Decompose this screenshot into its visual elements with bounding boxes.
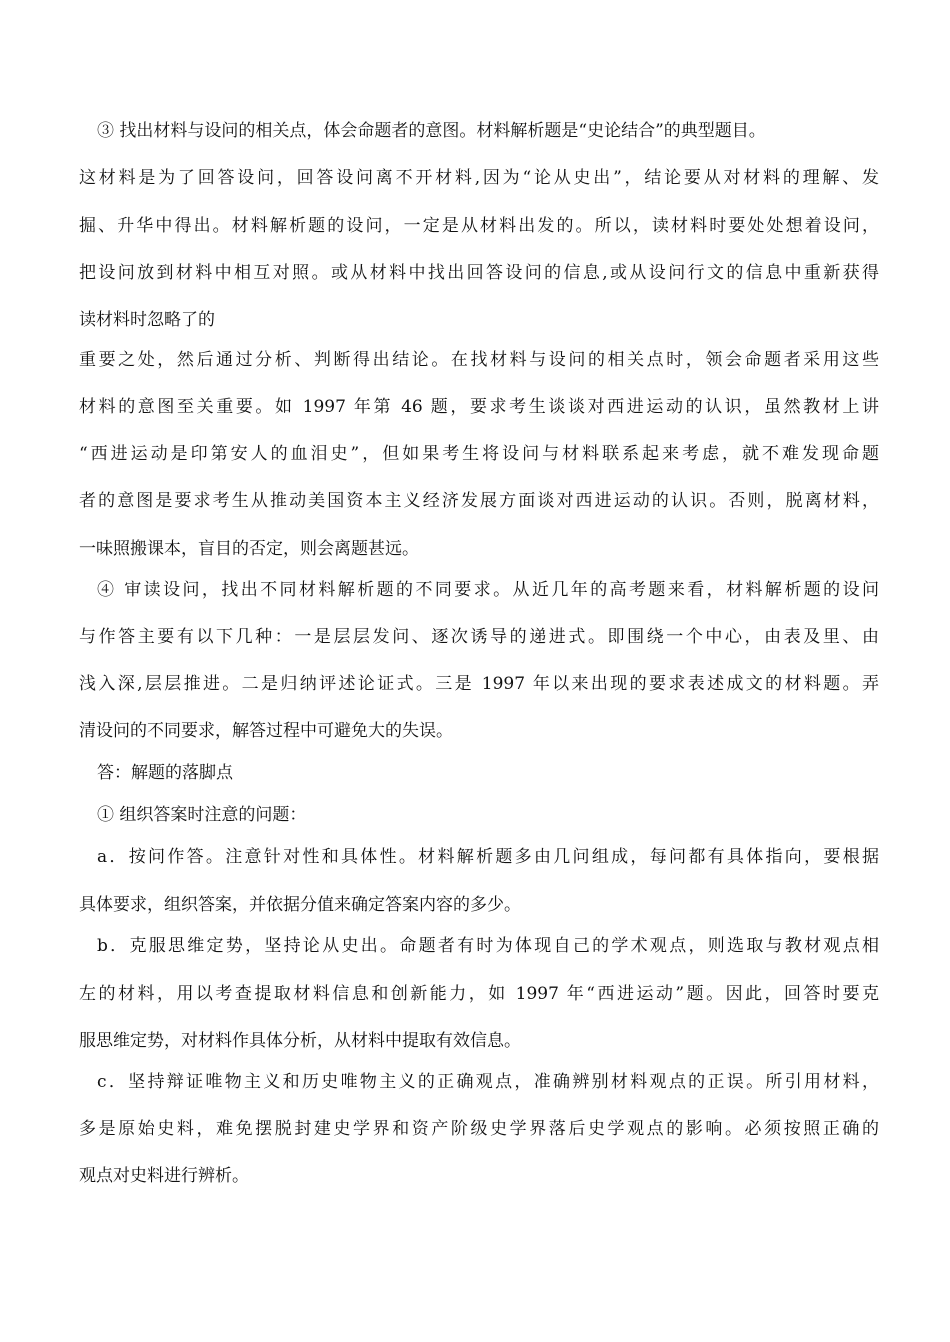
paragraph-3-line-3: 掘、升华中得出。材料解析题的设问，一定是从材料出发的。所以，读材料时要处处想着设问， xyxy=(79,216,879,236)
paragraph-3-line-1: ③ 找出材料与设问的相关点，体会命题者的意图。材料解析题是“史论结合”的典型题目。 xyxy=(97,121,766,141)
paragraph-3-line-2: 这材料是为了回答设问，回答设问离不开材料,因为“论从史出”，结论要从对材料的理解、发 xyxy=(79,168,879,188)
item-c-line-1: c．坚持辩证唯物主义和历史唯物主义的正确观点，准确辨别材料观点的正误。所引用材料， xyxy=(97,1072,879,1092)
paragraph-3-line-5: 读材料时忽略了的 xyxy=(79,310,215,330)
paragraph-3-line-4: 把设问放到材料中相互对照。或从材料中找出回答设问的信息,或从设问行文的信息中重新获得 xyxy=(79,263,879,283)
item-b-line-2: 左的材料，用以考查提取材料信息和创新能力，如 1997 年“西进运动”题。因此，回答时要克 xyxy=(79,984,879,1004)
item-c-line-3: 观点对史料进行辨析。 xyxy=(79,1166,249,1186)
item-c-line-2: 多是原始史料，难免摆脱封建史学界和资产阶级史学界落后史学观点的影响。必须按照正确的 xyxy=(79,1119,879,1139)
answer-heading: 答：解题的落脚点 xyxy=(97,763,233,783)
paragraph-4-line-3: “西进运动是印第安人的血泪史”，但如果考生将设问与材料联系起来考虑，就不难发现命题 xyxy=(79,444,879,464)
item-b-line-1: b．克服思维定势，坚持论从史出。命题者有时为体现自己的学术观点，则选取与教材观点相 xyxy=(97,936,879,956)
item-a-line-1: a．按问作答。注意针对性和具体性。材料解析题多由几问组成，每问都有具体指向，要根据 xyxy=(97,847,879,867)
paragraph-5-line-1: ④ 审读设问，找出不同材料解析题的不同要求。从近几年的高考题来看，材料解析题的设问 xyxy=(97,580,879,600)
item-b-line-3: 服思维定势，对材料作具体分析，从材料中提取有效信息。 xyxy=(79,1031,521,1051)
paragraph-4-line-5: 一味照搬课本，盲目的否定，则会离题甚远。 xyxy=(79,539,419,559)
item-a-line-2: 具体要求，组织答案，并依据分值来确定答案内容的多少。 xyxy=(79,895,521,915)
paragraph-5-line-2: 与作答主要有以下几种：一是层层发问、逐次诱导的递进式。即围绕一个中心，由表及里、由 xyxy=(79,627,879,647)
paragraph-4-line-2: 材料的意图至关重要。如 1997 年第 46 题，要求考生谈谈对西进运动的认识，虽然教材上讲 xyxy=(79,397,879,417)
paragraph-5-line-4: 清设问的不同要求，解答过程中可避免大的失误。 xyxy=(79,721,453,741)
paragraph-4-line-1: 重要之处，然后通过分析、判断得出结论。在找材料与设问的相关点时，领会命题者采用这些 xyxy=(79,350,879,370)
paragraph-4-line-4: 者的意图是要求考生从推动美国资本主义经济发展方面谈对西进运动的认识。否则，脱离材料， xyxy=(79,491,879,511)
subsection-heading: ① 组织答案时注意的问题： xyxy=(97,805,307,825)
paragraph-5-line-3: 浅入深,层层推进。二是归纳评述论证式。三是 1997 年以来出现的要求表述成文的材料题。弄 xyxy=(79,674,879,694)
